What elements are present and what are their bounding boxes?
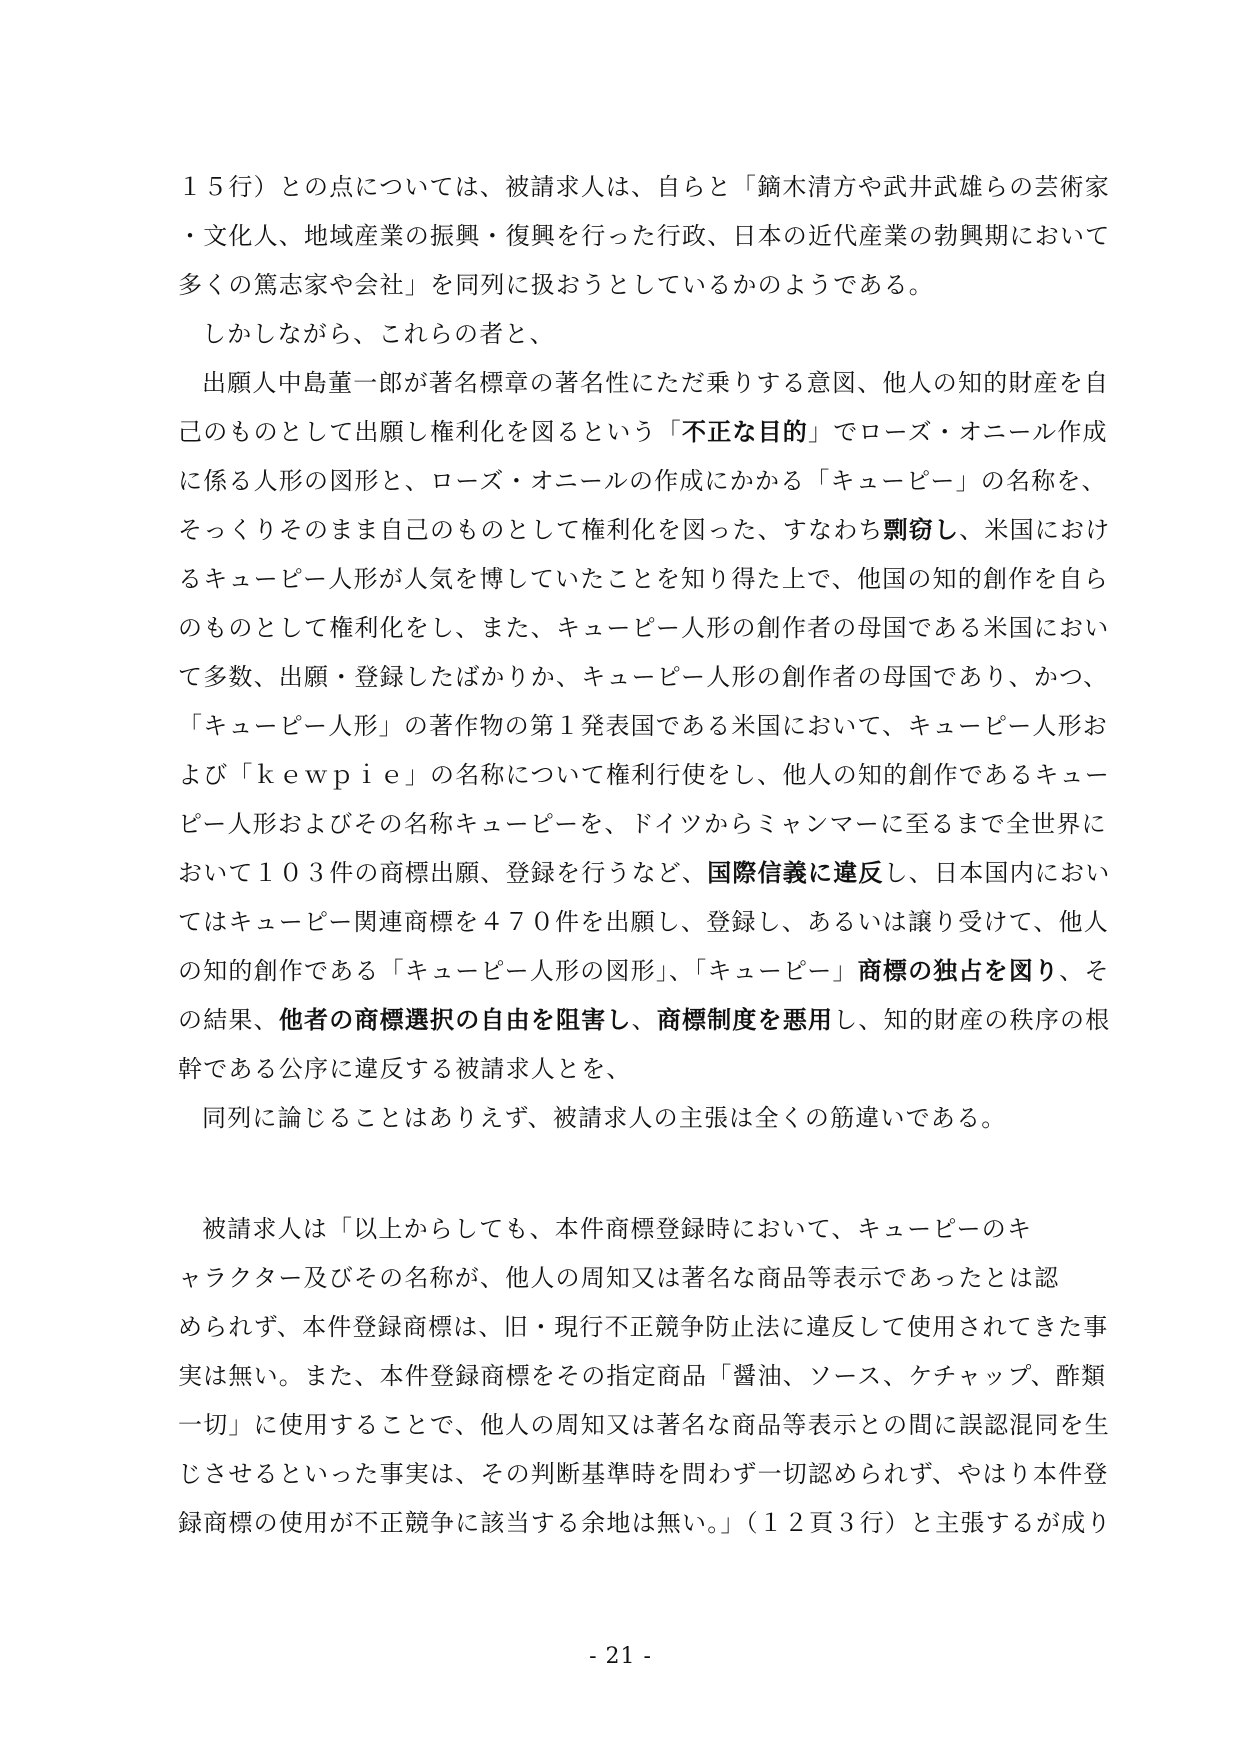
- emphasis-text: 他者の商標選択の自由を阻害し: [278, 1005, 632, 1034]
- text-line-27: 録商標の使用が不正競争に該当する余地は無い。」（１２頁３行）と主張するが成り: [178, 1509, 1112, 1537]
- text-line-22: ャラクター及びその名称が、他人の周知又は著名な商品等表示であったとは認: [178, 1264, 1060, 1292]
- text-line-17: の知的創作である「キューピー人形の図形」、「キューピー」商標の独占を図り、そ: [178, 956, 1110, 985]
- emphasis-text: 不正な目的: [682, 417, 808, 446]
- text-line-23: められず、本件登録商標は、旧・現行不正競争防止法に違反して使用されてきた事: [178, 1313, 1109, 1341]
- emphasis-text: 商標の独占を図り: [857, 956, 1060, 985]
- text-line-15: おいて１０３件の商標出願、登録を行うなど、国際信義に違反し、日本国内におい: [178, 858, 1111, 887]
- text-line-12: 「キューピー人形」の著作物の第１発表国である米国において、キューピー人形お: [178, 712, 1108, 740]
- text-line-16: てはキューピー関連商標を４７０件を出願し、登録し、あるいは譲り受けて、他人: [178, 908, 1109, 936]
- text-line-10: のものとして権利化をし、また、キューピー人形の創作者の母国である米国におい: [178, 614, 1110, 642]
- text-line-24: 実は無い。また、本件登録商標をその指定商品「醤油、ソース、ケチャップ、酢類: [178, 1362, 1107, 1390]
- text-line-13: よび「ｋｅｗｐｉｅ」の名称について権利行使をし、他人の知的創作であるキュー: [178, 761, 1110, 789]
- emphasis-text: 剽窃し: [883, 515, 960, 544]
- emphasis-text: 商標制度を悪用: [656, 1005, 834, 1034]
- page-number: - 21 -: [589, 1644, 652, 1669]
- text-line-1: １５行）との点については、被請求人は、自らと「鏑木清方や武井武雄らの芸術家: [178, 173, 1110, 201]
- text-line-21: 被請求人は「以上からしても、本件商標登録時において、キューピーのキ: [202, 1215, 1033, 1243]
- text-line-25: 一切」に使用することで、他人の周知又は著名な商品等表示との間に誤認混同を生: [178, 1411, 1110, 1439]
- text-line-6: 己のものとして出願し権利化を図るという「不正な目的」でローズ・オニール作成: [178, 417, 1108, 446]
- emphasis-text: 国際信義に違反: [707, 858, 884, 887]
- text-line-20: 同列に論じることはありえず、被請求人の主張は全くの筋違いである。: [202, 1104, 1007, 1132]
- text-line-7: に係る人形の図形と、ローズ・オニールの作成にかかる「キューピー」の名称を、: [178, 467, 1107, 495]
- text-line-2: ・文化人、地域産業の振興・復興を行った行政、日本の近代産業の勃興期において: [178, 222, 1111, 250]
- text-line-19: 幹である公序に違反する被請求人とを、: [178, 1055, 632, 1083]
- text-line-11: て多数、出願・登録したばかりか、キューピー人形の創作者の母国であり、かつ、: [178, 663, 1109, 691]
- text-line-4: しかしながら、これらの者と、: [202, 320, 555, 348]
- text-line-5: 出願人中島董一郎が著名標章の著名性にただ乗りする意図、他人の知的財産を自: [202, 369, 1110, 397]
- text-line-8: そっくりそのまま自己のものとして権利化を図った、すなわち剽窃し、米国におけ: [178, 515, 1111, 544]
- text-line-18: の結果、他者の商標選択の自由を阻害し、商標制度を悪用し、知的財産の秩序の根: [178, 1005, 1111, 1034]
- text-line-3: 多くの篤志家や会社」を同列に扱おうとしているかのようである。: [178, 271, 934, 299]
- text-line-14: ピー人形およびその名称キューピーを、ドイツからミャンマーに至るまで全世界に: [178, 810, 1107, 838]
- text-line-26: じさせるといった事実は、その判断基準時を問わず一切認められず、やはり本件登: [178, 1460, 1109, 1488]
- text-line-9: るキューピー人形が人気を博していたことを知り得た上で、他国の知的創作を自ら: [178, 565, 1109, 593]
